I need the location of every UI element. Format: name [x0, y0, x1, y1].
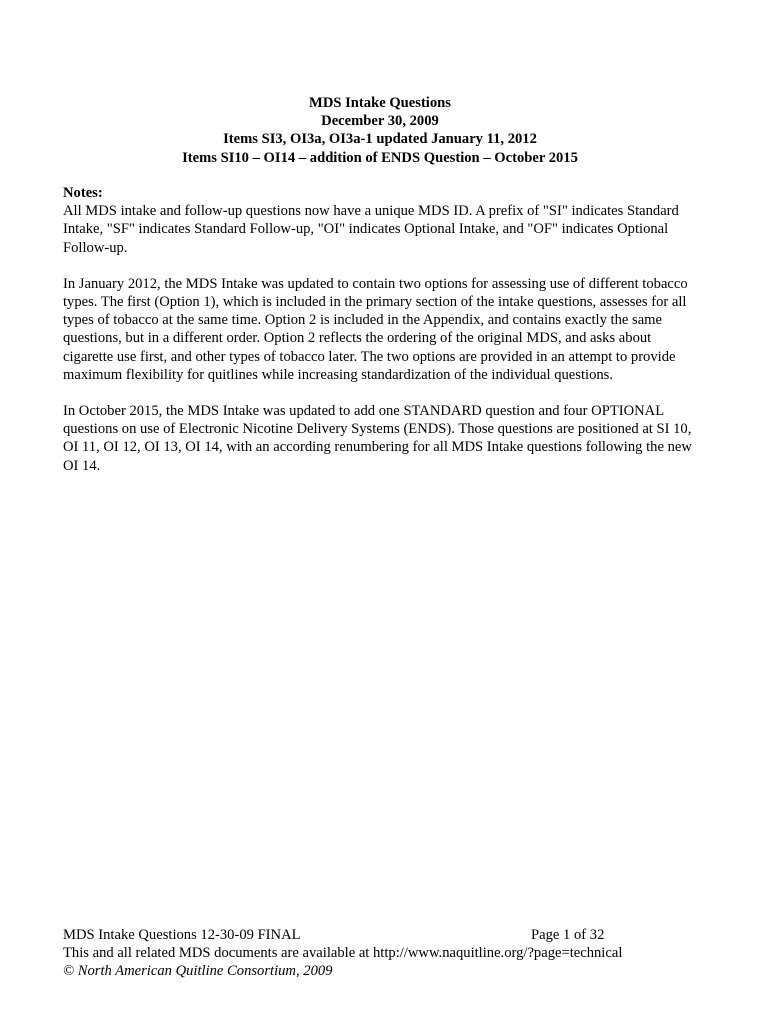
footer-page-number: Page 1 of 32	[531, 927, 605, 943]
footer-doc-name: MDS Intake Questions 12-30-09 FINAL	[63, 927, 301, 943]
update-note-2015: Items SI10 – OI14 – addition of ENDS Question – October 2015	[182, 149, 578, 166]
notes-heading: Notes:	[63, 185, 103, 201]
notes-paragraph-2012-update: In January 2012, the MDS Intake was updated to contain two options for assessing use of different tobacco types. The first (Option 1), which is included in the primary section of the intake questions, assesses for all types of tobacco at the same time. Option 2 is included in the Appendix, and contains exactly the same questions, but in a different order. Option 2 reflects the ordering of the original MDS, and asks about cigarette use first, and other types of tobacco later. The two options are provided in an attempt to provide maximum flexibility for quitlines while increasing standardization of the individual questions.	[63, 275, 688, 383]
page-footer	[63, 926, 703, 981]
notes-paragraph-ids: All MDS intake and follow-up questions now have a unique MDS ID. A prefix of "SI" indicates Standard Intake, "SF" indicates Standard Follow-up, "OI" indicates Optional Intake, and "OF" indicates Optional Follow-up.	[63, 203, 679, 256]
notes-section	[63, 184, 703, 493]
document-title: MDS Intake Questions	[309, 95, 451, 111]
footer-copyright: © North American Quitline Consortium, 2009	[63, 963, 333, 980]
footer-top-row	[63, 926, 703, 944]
footer-availability: This and all related MDS documents are available at http://www.naquitline.org/?page=technical	[63, 945, 623, 962]
notes-paragraph-2015-update: In October 2015, the MDS Intake was updated to add one STANDARD question and four OPTIONAL questions on use of Electronic Nicotine Delivery Systems (ENDS). Those questions are positioned at SI 10, OI 11, OI 12, OI 13, OI 14, with an according renumbering for all MDS Intake questions following the new OI 14.	[63, 403, 692, 474]
document-header	[60, 94, 700, 167]
update-note-2012: Items SI3, OI3a, OI3a-1 updated January 11, 2012	[223, 131, 537, 148]
document-date: December 30, 2009	[321, 113, 439, 130]
